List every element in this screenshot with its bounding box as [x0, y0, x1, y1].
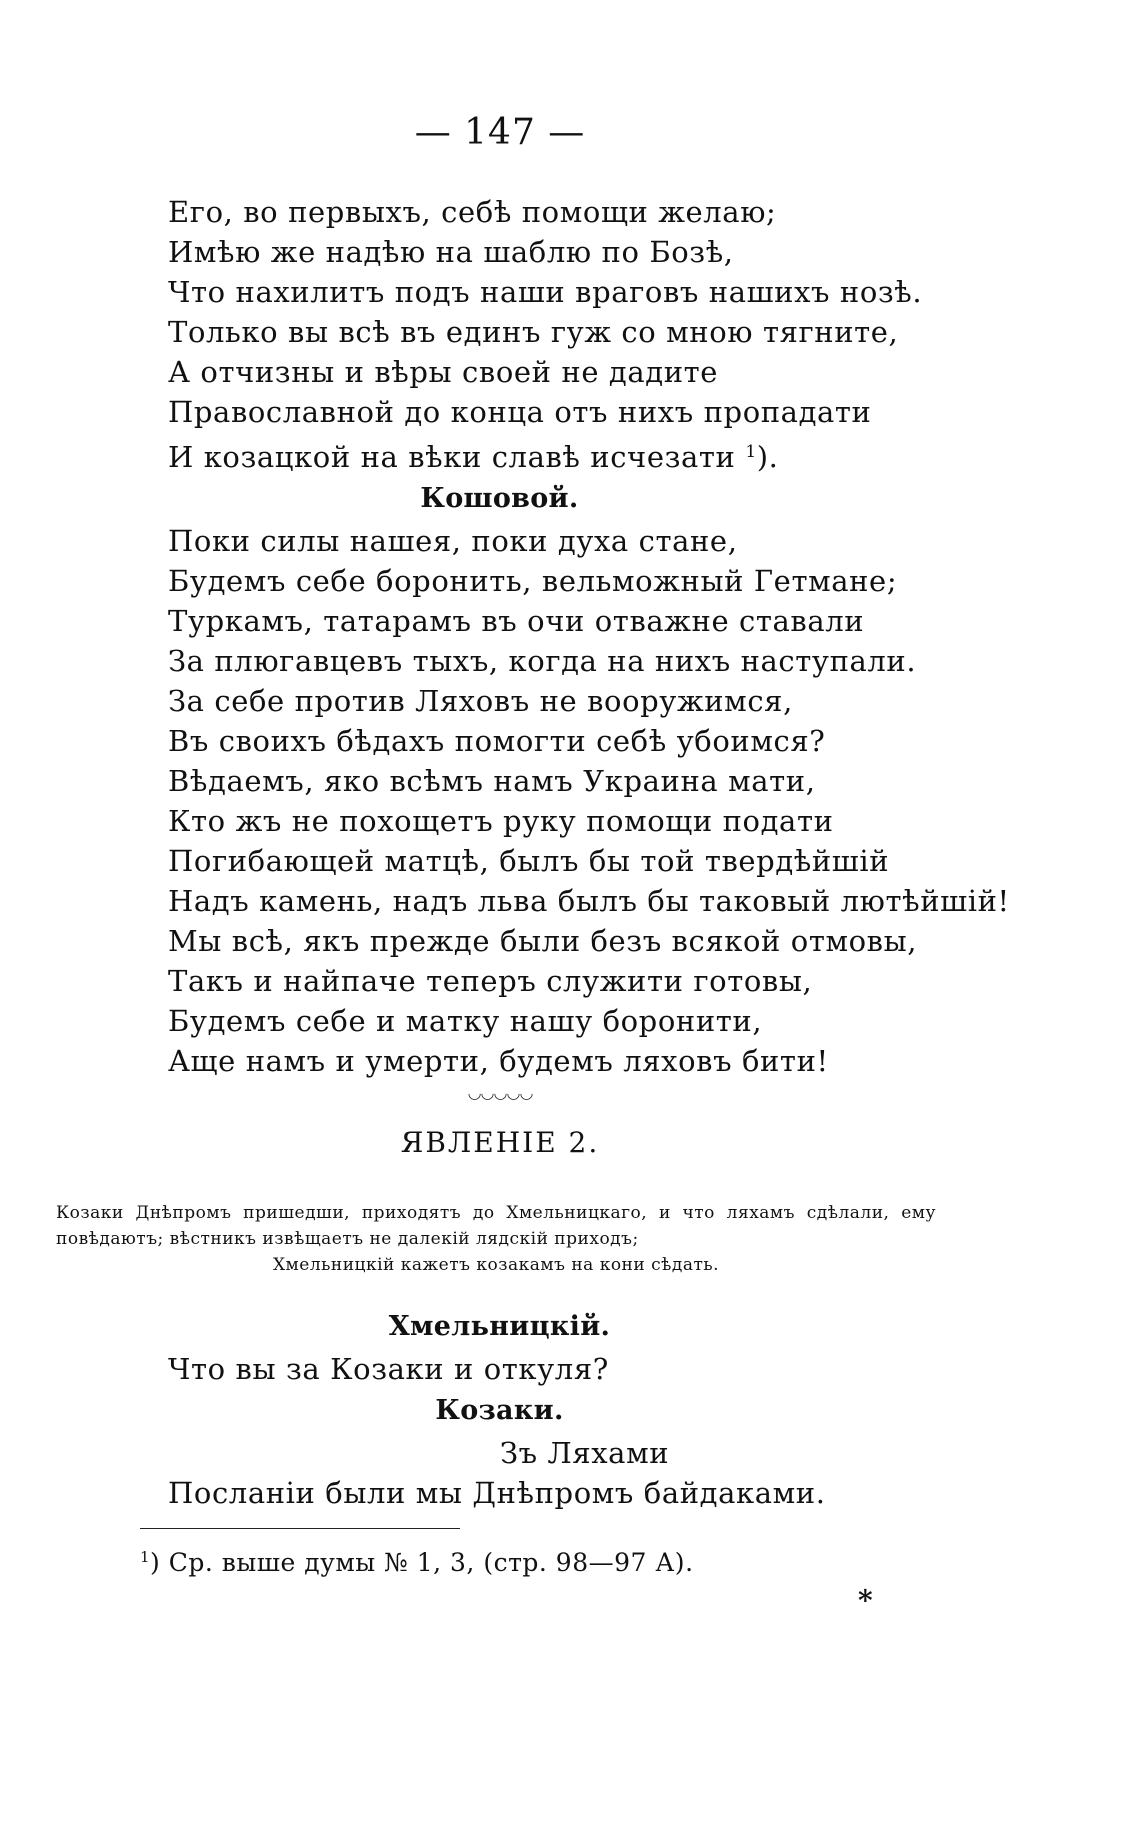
verse-line: Вѣдаемъ, яко всѣмъ намъ Украина мати, [168, 764, 816, 798]
verse-line: Такъ и найпаче теперъ служити готовы, [168, 964, 813, 998]
verse-line: Надъ камень, надъ льва былъ бы таковый лютѣйшій! [168, 884, 1010, 918]
stage-direction [56, 1200, 936, 1278]
dialog-line: Зъ Ляхами [500, 1436, 670, 1470]
footnote-marker: 1 [745, 442, 757, 462]
verse-line [168, 432, 988, 477]
speaker-khmelnytsky: Хмельницкій. [388, 1311, 611, 1342]
verse-line: Аще намъ и умерти, будемъ ляховъ бити! [168, 1044, 829, 1078]
footnote-text: Ср. выше думы № 1, 3, (стр. 98—97 А). [168, 1548, 694, 1577]
dialog-line: Посланіи были мы Днѣпромъ байдаками. [168, 1476, 826, 1510]
verse-line: За плюгавцевъ тыхъ, когда на нихъ наступали. [168, 644, 917, 678]
verse-line: Имѣю же надѣю на шаблю по Бозѣ, [168, 235, 734, 269]
dialog-line: Что вы за Козаки и откуля? [168, 1352, 609, 1386]
verse-line: Поки силы нашея, поки духа стане, [168, 524, 738, 558]
verse-line-text: И козацкой на вѣки славѣ исчезати [168, 440, 736, 474]
verse-line: Его, во первыхъ, себѣ помощи желаю; [168, 195, 777, 229]
verse-line: Туркамъ, татарамъ въ очи отважне ставали [168, 604, 865, 638]
verse-line: Кто жъ не похощетъ руку помощи подати [168, 804, 834, 838]
footnote-rule [140, 1528, 460, 1529]
stage-direction-end: Хмельницкій кажетъ козакамъ на кони сѣдать. [272, 1255, 720, 1275]
verse-line: Погибающей матцѣ, былъ бы той твердѣйшій [168, 844, 890, 878]
page-number: — 147 — [414, 112, 586, 153]
verse-line: Православной до конца отъ нихъ пропадати [168, 395, 872, 429]
verse-line: Въ своихъ бѣдахъ помогти себѣ убоимся? [168, 724, 826, 758]
verse-line: Будемъ себе и матку нашу боронити, [168, 1004, 763, 1038]
verse-line: Что нахилитъ подъ наши враговъ нашихъ нозѣ. [168, 275, 923, 309]
verse-line: За себе против Ляховъ не вооружимся, [168, 684, 793, 718]
verse-line: Только вы всѣ въ единъ гуж со мною тягните, [168, 315, 899, 349]
footnote: $^1$) Ср. выше думы № 1, 3, (стр. 98—97 А). [140, 1548, 694, 1577]
signature-mark: * [858, 1584, 873, 1617]
verse-line: А отчизны и вѣры своей не дадите [168, 355, 719, 389]
verse-line-end: ). [756, 440, 779, 474]
verse-line: Будемъ себе боронить, вельможный Гетмане; [168, 564, 898, 598]
verse-line: Мы всѣ, якъ прежде были безъ всякой отмовы, [168, 924, 918, 958]
dialog-block [168, 1305, 988, 1513]
section-ornament: ◡◡◡◡◡ [467, 1083, 533, 1102]
speaker-koshovoi: Кошовой. [420, 483, 579, 514]
verse-block [168, 192, 1010, 1081]
footnote-number: 1 [140, 1548, 151, 1566]
speaker-kozaki: Козаки. [435, 1395, 564, 1426]
scene-title: ЯВЛЕНІЕ 2. [400, 1126, 600, 1159]
stage-direction-text: Козаки Днѣпромъ пришедши, приходятъ до Хмельницкаго, и что ляхамъ сдѣлали, ему повѣдаютъ; вѣстникъ извѣщаетъ не далекій лядскій приходъ; [56, 1203, 936, 1249]
